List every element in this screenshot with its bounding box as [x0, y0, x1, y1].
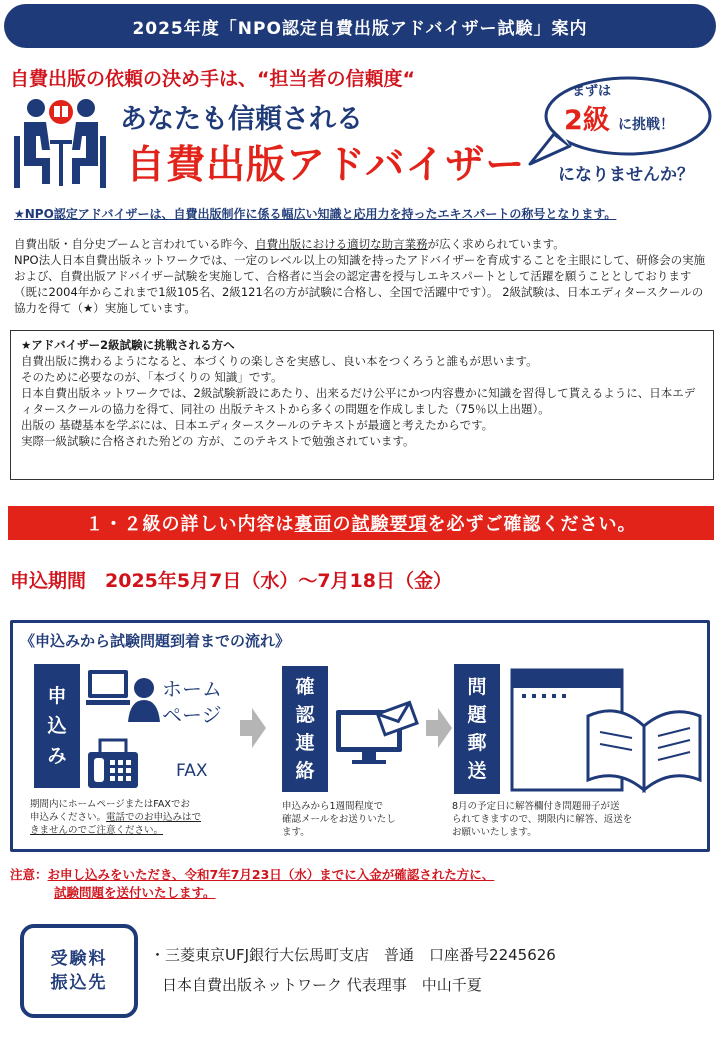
step-char: 認: [295, 704, 315, 726]
step-confirm-note: [282, 800, 422, 839]
attention-note: [10, 866, 494, 902]
headline-line3: になりませんか？: [558, 165, 694, 185]
note-line: 期間内にホームページまたはFAXでお: [30, 799, 190, 810]
step-char: 題: [467, 704, 487, 726]
bubble-lead: まずは: [572, 84, 612, 99]
step-char: 送: [467, 760, 487, 782]
consultation-icon: [12, 96, 108, 190]
grade2-line: そのために必要なのが、「本づくりの 知識」です。: [21, 370, 283, 384]
step-apply-note: [30, 798, 250, 837]
fee-transfer-box: [20, 924, 138, 1018]
bank-info: [150, 940, 556, 1000]
step-char: 郵: [467, 732, 487, 754]
headline-line1: あなたも信頼される: [120, 104, 363, 135]
step-confirm-box: [282, 666, 328, 792]
step-char: 確: [295, 676, 315, 698]
arrow-right-icon: [240, 708, 266, 748]
note-line: 申込みください。: [30, 812, 107, 823]
step-char: 絡: [295, 760, 315, 782]
intro-text: 自費出版・自分史ブームと言われている昨今、: [14, 237, 256, 251]
step-apply-box: [34, 664, 80, 788]
step-char: 連: [295, 732, 315, 754]
attention-line: お申し込みをいただき、令和7年7月23日（水）までに入金が確認された方に、: [47, 867, 495, 882]
fax-icon: [86, 738, 140, 790]
homepage-label: [162, 676, 222, 728]
note-line: 確認メールをお送りいたし: [282, 814, 396, 825]
catch-copy: 自費出版の依頼の決め手は、“担当者の信頼度“: [10, 68, 415, 90]
intro-paragraph: [14, 236, 708, 316]
header-title: 2025年度「NPO認定自費出版アドバイザー試験」案内: [4, 4, 716, 48]
attention-line: 試験問題を送付いたします。: [54, 885, 216, 900]
notice-text: １・２級の詳しい内容は: [85, 514, 295, 535]
grade2-line: 自費出版に携わるようになると、本づくりの楽しさを実感し、良い本をつくろうと誰もが思います。: [21, 354, 538, 368]
step-char: 問: [467, 676, 487, 698]
note-line: 申込みから1週間程度で: [282, 801, 384, 812]
bubble-grade: 2級: [564, 105, 610, 136]
grade2-info-box: [10, 330, 714, 480]
note-line: られてきますので、期限内に解答、返送を: [452, 814, 633, 825]
fax-label: FAX: [176, 761, 208, 781]
bubble-challenge: に挑戦！: [618, 117, 674, 133]
headline-line2: 自費出版アドバイザー: [126, 143, 526, 188]
check-requirements-notice: [8, 506, 714, 540]
envelope-booklet-icon: [508, 666, 706, 794]
note-line: お願いいたします。: [452, 827, 537, 838]
fee-label: 受験料: [50, 949, 108, 969]
note-line: 8月の予定日に解答欄付き問題冊子が送: [452, 801, 620, 812]
transfer-label: 振込先: [50, 973, 108, 993]
intro-text: が広く求められています。: [427, 237, 565, 251]
notice-exam-guide: 試験要項: [351, 514, 428, 535]
step-mailing-box: [454, 664, 500, 794]
notice-text: の: [332, 514, 352, 535]
notice-text: を必ずご確認ください。: [427, 514, 637, 535]
account-holder: 日本自費出版ネットワーク 代表理事 中山千夏: [162, 976, 482, 994]
bank-account: ・三菱東京UFJ銀行大伝馬町支店 普通 口座番号2245626: [150, 946, 556, 964]
note-line: ます。: [282, 827, 310, 838]
note-line-underlined: 電話でのお申込みはで: [106, 812, 202, 823]
application-period: 申込期間 2025年5月7日（水）～7月18日（金）: [10, 570, 452, 592]
computer-user-icon: [86, 668, 160, 724]
arrow-right-icon: [426, 708, 452, 748]
grade2-line: 出版の 基礎基本を学ぶには、日本エディタースクールのテキストが最適と考えたからです。: [21, 418, 494, 432]
grade2-title: ★アドバイザー2級試験に挑戦される方へ: [21, 338, 235, 352]
homepage-label-line: ホーム: [162, 677, 222, 701]
attention-label: 注意：: [10, 867, 48, 882]
step-char: 込: [47, 715, 67, 737]
note-line-underlined: きませんのでご注意ください。: [30, 825, 164, 836]
step-char: み: [47, 745, 67, 767]
homepage-label-line: ページ: [162, 703, 222, 727]
advisor-definition: ★NPO認定アドバイザーは、自費出版制作に係る幅広い知識と応用力を持ったエキスパートの称号となります。: [14, 207, 617, 221]
intro-underlined: 自費出版における適切な助言業務: [255, 237, 428, 251]
notice-back-page: 裏面: [294, 514, 333, 535]
flow-title: 《申込みから試験問題到着までの流れ》: [20, 632, 291, 650]
grade2-line: 実際一級試験に合格された殆どの 方が、このテキストで勉強されています。: [21, 434, 415, 448]
step-char: 申: [47, 685, 67, 707]
intro-text: NPO法人日本自費出版ネットワークでは、一定のレベル以上の知識を持ったアドバイザーを育成することを主眼にして、研修会の実施および、自費出版アドバイザー試験を実施して、合格者に当会の認定書を授与しエキスパートとして活躍を願うこととしております（既に2004年からこれまで1級105名、2級121名の方が試験に合格し、全国で活躍中です）。 2級試験は、日本エディタースクールの 協力を得て（★）実施しています。: [14, 253, 706, 315]
step-mailing-note: [452, 800, 702, 839]
grade2-line: 日本自費出版ネットワークでは、2級試験新設にあたり、出来るだけ公平にかつ内容豊かに知識を習得して貰えるように、日本エディタースクールの協力を得て、同社の 出版テキストから多くの問題を作成しました（75％以上出題）。: [21, 386, 696, 416]
email-monitor-icon: [334, 700, 420, 766]
